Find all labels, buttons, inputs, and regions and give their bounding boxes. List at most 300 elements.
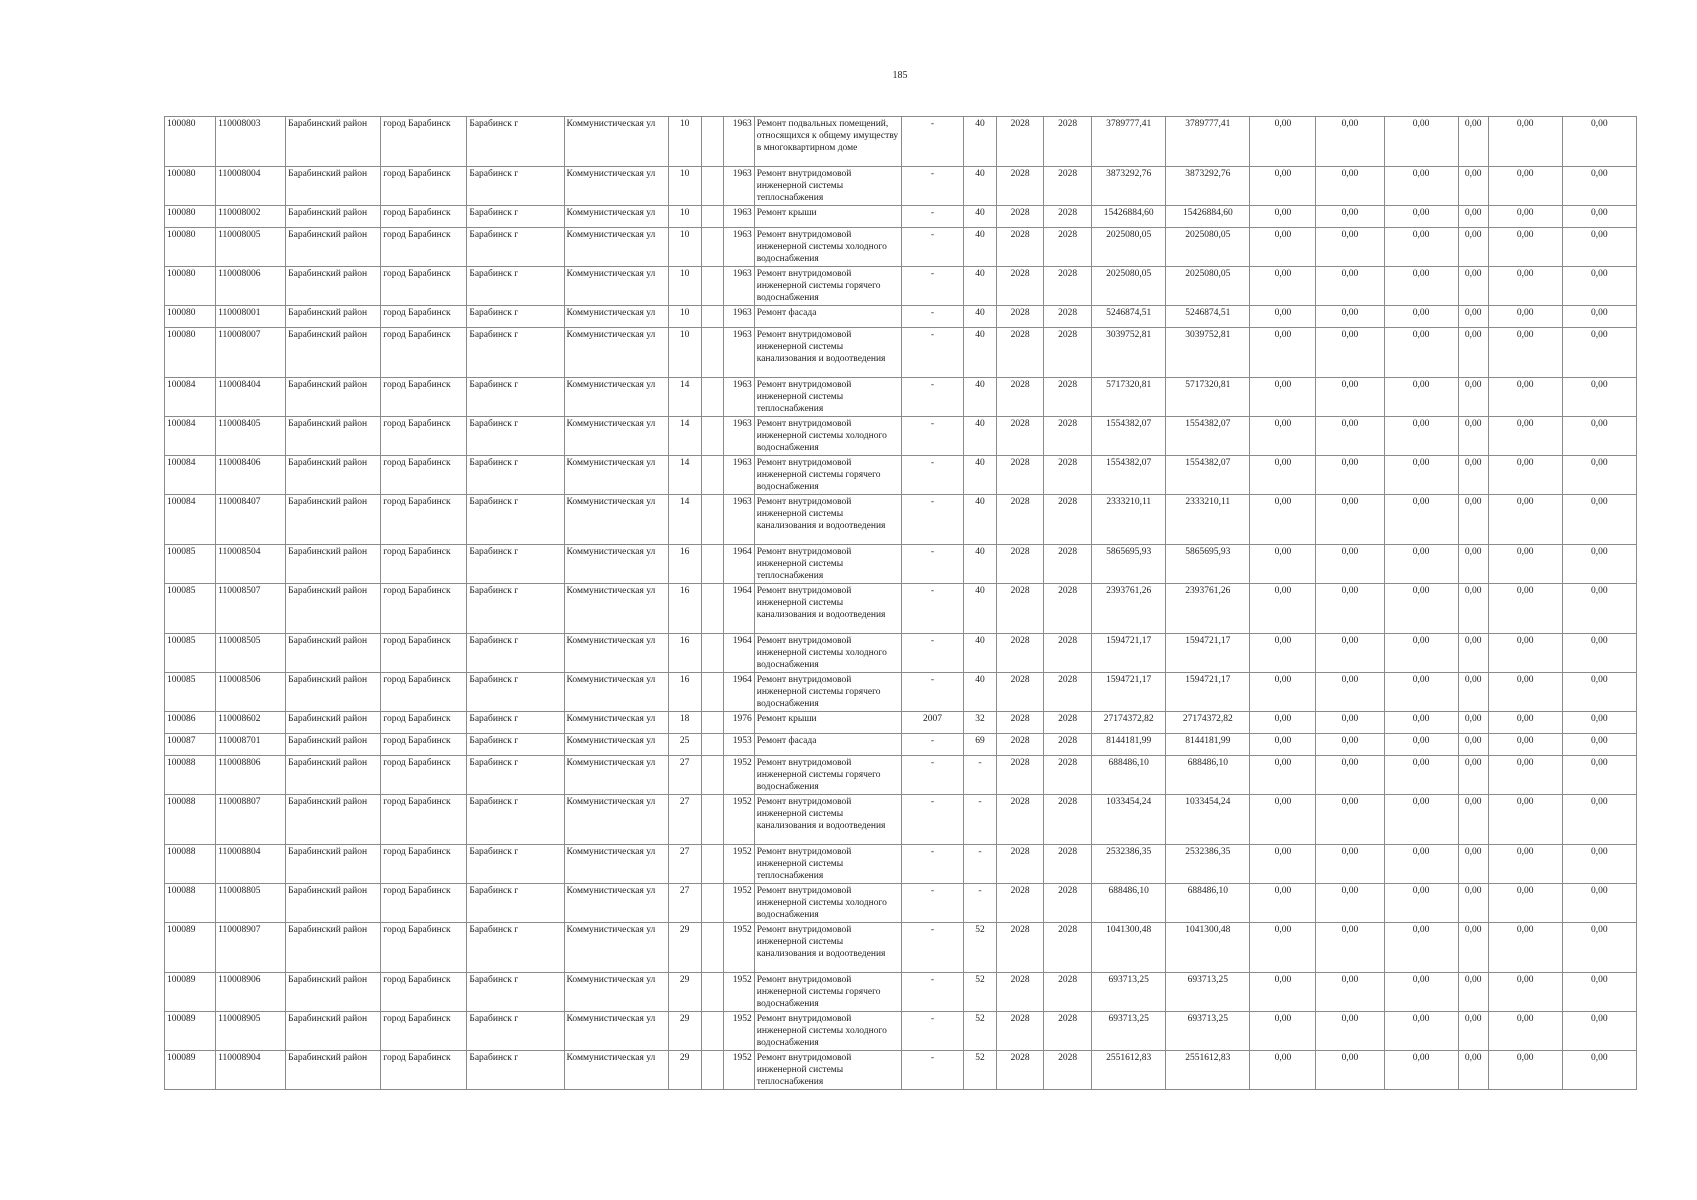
cell-building bbox=[701, 1012, 723, 1051]
cell-owners-funds: 0,00 bbox=[1458, 1051, 1488, 1090]
cell-street: Коммунистическая ул bbox=[564, 378, 668, 417]
cell-municipality: город Барабинск bbox=[381, 734, 467, 756]
cell-last-repair-year: - bbox=[901, 456, 963, 495]
cell-plan-year-start: 2028 bbox=[997, 306, 1044, 328]
cell-work-type: Ремонт фасада bbox=[754, 306, 901, 328]
cell-plan-year-end: 2028 bbox=[1044, 167, 1092, 206]
cell-street: Коммунистическая ул bbox=[564, 117, 668, 167]
cell-settlement: Барабинск г bbox=[467, 456, 564, 495]
cell-build-year: 1952 bbox=[723, 756, 754, 795]
cell-reserve: 0,00 bbox=[1562, 495, 1636, 545]
cell-settlement: Барабинск г bbox=[467, 328, 564, 378]
cell-settlement: Барабинск г bbox=[467, 884, 564, 923]
cell-other-funds: 0,00 bbox=[1488, 417, 1562, 456]
cell-build-year: 1963 bbox=[723, 206, 754, 228]
cell-fund-cost: 688486,10 bbox=[1166, 756, 1250, 795]
cell-total-cost: 3039752,81 bbox=[1092, 328, 1166, 378]
cell-municipality: город Барабинск bbox=[381, 167, 467, 206]
cell-house-number: 16 bbox=[668, 673, 701, 712]
cell-house-number: 27 bbox=[668, 845, 701, 884]
cell-building bbox=[701, 712, 723, 734]
cell-house-id: 100089 bbox=[165, 1012, 216, 1051]
cell-total-cost: 2532386,35 bbox=[1092, 845, 1166, 884]
cell-house-id: 100085 bbox=[165, 545, 216, 584]
cell-work-type: Ремонт внутридомовой инженерной системы горячего водоснабжения bbox=[754, 756, 901, 795]
cell-reserve: 0,00 bbox=[1562, 584, 1636, 634]
cell-budget-regional: 0,00 bbox=[1316, 167, 1384, 206]
cell-budget-regional: 0,00 bbox=[1316, 1051, 1384, 1090]
cell-work-id: 110008404 bbox=[216, 378, 286, 417]
table-row bbox=[165, 673, 1637, 712]
table-row bbox=[165, 206, 1637, 228]
cell-last-repair-year: 2007 bbox=[901, 712, 963, 734]
cell-owners-funds: 0,00 bbox=[1458, 378, 1488, 417]
cell-plan-year-end: 2028 bbox=[1044, 206, 1092, 228]
cell-budget-local: 0,00 bbox=[1384, 117, 1458, 167]
table-row bbox=[165, 495, 1637, 545]
cell-budget-local: 0,00 bbox=[1384, 417, 1458, 456]
cell-owners-funds: 0,00 bbox=[1458, 634, 1488, 673]
cell-plan-year-start: 2028 bbox=[997, 923, 1044, 973]
capital-repair-table bbox=[164, 116, 1637, 1090]
cell-settlement: Барабинск г bbox=[467, 973, 564, 1012]
cell-total-cost: 2025080,05 bbox=[1092, 228, 1166, 267]
table-row bbox=[165, 1012, 1637, 1051]
cell-plan-year-start: 2028 bbox=[997, 206, 1044, 228]
cell-plan-year-end: 2028 bbox=[1044, 1012, 1092, 1051]
cell-owners-funds: 0,00 bbox=[1458, 795, 1488, 845]
cell-district: Барабинский район bbox=[286, 795, 381, 845]
cell-reserve: 0,00 bbox=[1562, 545, 1636, 584]
cell-settlement: Барабинск г bbox=[467, 206, 564, 228]
cell-district: Барабинский район bbox=[286, 973, 381, 1012]
cell-reserve: 0,00 bbox=[1562, 228, 1636, 267]
cell-budget-regional: 0,00 bbox=[1316, 228, 1384, 267]
cell-owners-funds: 0,00 bbox=[1458, 756, 1488, 795]
cell-building bbox=[701, 634, 723, 673]
cell-settlement: Барабинск г bbox=[467, 845, 564, 884]
cell-building bbox=[701, 417, 723, 456]
cell-last-repair-year: - bbox=[901, 417, 963, 456]
cell-municipality: город Барабинск bbox=[381, 378, 467, 417]
cell-plan-year-start: 2028 bbox=[997, 845, 1044, 884]
cell-build-year: 1963 bbox=[723, 228, 754, 267]
cell-municipality: город Барабинск bbox=[381, 756, 467, 795]
cell-work-type: Ремонт внутридомовой инженерной системы холодного водоснабжения bbox=[754, 417, 901, 456]
cell-house-number: 16 bbox=[668, 584, 701, 634]
cell-reserve: 0,00 bbox=[1562, 756, 1636, 795]
cell-fund-cost: 3789777,41 bbox=[1166, 117, 1250, 167]
cell-budget-federal: 0,00 bbox=[1250, 923, 1316, 973]
cell-budget-regional: 0,00 bbox=[1316, 734, 1384, 756]
cell-work-type: Ремонт фасада bbox=[754, 734, 901, 756]
cell-settlement: Барабинск г bbox=[467, 306, 564, 328]
cell-settlement: Барабинск г bbox=[467, 228, 564, 267]
cell-budget-local: 0,00 bbox=[1384, 328, 1458, 378]
cell-budget-local: 0,00 bbox=[1384, 673, 1458, 712]
cell-total-cost: 3789777,41 bbox=[1092, 117, 1166, 167]
cell-building bbox=[701, 973, 723, 1012]
cell-other-funds: 0,00 bbox=[1488, 923, 1562, 973]
cell-work-type: Ремонт внутридомовой инженерной системы теплоснабжения bbox=[754, 378, 901, 417]
cell-wear-percent: 40 bbox=[964, 417, 997, 456]
cell-street: Коммунистическая ул bbox=[564, 267, 668, 306]
cell-fund-cost: 1033454,24 bbox=[1166, 795, 1250, 845]
cell-plan-year-end: 2028 bbox=[1044, 267, 1092, 306]
cell-settlement: Барабинск г bbox=[467, 417, 564, 456]
cell-district: Барабинский район bbox=[286, 167, 381, 206]
cell-budget-local: 0,00 bbox=[1384, 973, 1458, 1012]
cell-other-funds: 0,00 bbox=[1488, 495, 1562, 545]
cell-budget-local: 0,00 bbox=[1384, 845, 1458, 884]
cell-district: Барабинский район bbox=[286, 712, 381, 734]
table-row bbox=[165, 228, 1637, 267]
cell-work-type: Ремонт внутридомовой инженерной системы теплоснабжения bbox=[754, 167, 901, 206]
cell-building bbox=[701, 923, 723, 973]
cell-work-type: Ремонт внутридомовой инженерной системы канализования и водоотведения bbox=[754, 584, 901, 634]
cell-last-repair-year: - bbox=[901, 378, 963, 417]
cell-building bbox=[701, 734, 723, 756]
cell-district: Барабинский район bbox=[286, 673, 381, 712]
cell-plan-year-start: 2028 bbox=[997, 417, 1044, 456]
cell-build-year: 1964 bbox=[723, 634, 754, 673]
cell-wear-percent: 40 bbox=[964, 228, 997, 267]
cell-owners-funds: 0,00 bbox=[1458, 306, 1488, 328]
cell-owners-funds: 0,00 bbox=[1458, 884, 1488, 923]
cell-work-id: 110008003 bbox=[216, 117, 286, 167]
cell-building bbox=[701, 795, 723, 845]
cell-plan-year-start: 2028 bbox=[997, 456, 1044, 495]
cell-plan-year-end: 2028 bbox=[1044, 306, 1092, 328]
cell-budget-regional: 0,00 bbox=[1316, 923, 1384, 973]
cell-street: Коммунистическая ул bbox=[564, 1012, 668, 1051]
cell-other-funds: 0,00 bbox=[1488, 456, 1562, 495]
table-row bbox=[165, 795, 1637, 845]
cell-budget-regional: 0,00 bbox=[1316, 267, 1384, 306]
cell-total-cost: 2333210,11 bbox=[1092, 495, 1166, 545]
cell-building bbox=[701, 117, 723, 167]
table-row bbox=[165, 884, 1637, 923]
cell-budget-regional: 0,00 bbox=[1316, 328, 1384, 378]
cell-budget-regional: 0,00 bbox=[1316, 795, 1384, 845]
cell-last-repair-year: - bbox=[901, 328, 963, 378]
cell-house-number: 29 bbox=[668, 1051, 701, 1090]
cell-plan-year-end: 2028 bbox=[1044, 756, 1092, 795]
cell-plan-year-end: 2028 bbox=[1044, 973, 1092, 1012]
cell-work-type: Ремонт внутридомовой инженерной системы горячего водоснабжения bbox=[754, 267, 901, 306]
cell-fund-cost: 693713,25 bbox=[1166, 1012, 1250, 1051]
cell-house-number: 27 bbox=[668, 756, 701, 795]
cell-municipality: город Барабинск bbox=[381, 673, 467, 712]
cell-plan-year-end: 2028 bbox=[1044, 117, 1092, 167]
cell-wear-percent: 52 bbox=[964, 1012, 997, 1051]
cell-other-funds: 0,00 bbox=[1488, 545, 1562, 584]
cell-plan-year-end: 2028 bbox=[1044, 734, 1092, 756]
cell-budget-federal: 0,00 bbox=[1250, 206, 1316, 228]
cell-fund-cost: 8144181,99 bbox=[1166, 734, 1250, 756]
cell-work-id: 110008701 bbox=[216, 734, 286, 756]
cell-work-type: Ремонт внутридомовой инженерной системы канализования и водоотведения bbox=[754, 328, 901, 378]
cell-owners-funds: 0,00 bbox=[1458, 545, 1488, 584]
cell-budget-regional: 0,00 bbox=[1316, 973, 1384, 1012]
cell-district: Барабинский район bbox=[286, 756, 381, 795]
cell-building bbox=[701, 328, 723, 378]
cell-house-id: 100084 bbox=[165, 417, 216, 456]
cell-total-cost: 5865695,93 bbox=[1092, 545, 1166, 584]
cell-settlement: Барабинск г bbox=[467, 117, 564, 167]
cell-other-funds: 0,00 bbox=[1488, 884, 1562, 923]
cell-plan-year-end: 2028 bbox=[1044, 456, 1092, 495]
cell-reserve: 0,00 bbox=[1562, 417, 1636, 456]
cell-build-year: 1963 bbox=[723, 456, 754, 495]
cell-budget-local: 0,00 bbox=[1384, 228, 1458, 267]
cell-owners-funds: 0,00 bbox=[1458, 228, 1488, 267]
cell-street: Коммунистическая ул bbox=[564, 795, 668, 845]
cell-total-cost: 693713,25 bbox=[1092, 973, 1166, 1012]
cell-budget-federal: 0,00 bbox=[1250, 167, 1316, 206]
cell-last-repair-year: - bbox=[901, 584, 963, 634]
cell-budget-federal: 0,00 bbox=[1250, 417, 1316, 456]
cell-house-id: 100088 bbox=[165, 884, 216, 923]
cell-house-id: 100080 bbox=[165, 206, 216, 228]
cell-last-repair-year: - bbox=[901, 923, 963, 973]
cell-last-repair-year: - bbox=[901, 117, 963, 167]
cell-budget-regional: 0,00 bbox=[1316, 1012, 1384, 1051]
cell-budget-local: 0,00 bbox=[1384, 378, 1458, 417]
cell-street: Коммунистическая ул bbox=[564, 923, 668, 973]
cell-build-year: 1963 bbox=[723, 495, 754, 545]
cell-municipality: город Барабинск bbox=[381, 1051, 467, 1090]
cell-street: Коммунистическая ул bbox=[564, 673, 668, 712]
cell-reserve: 0,00 bbox=[1562, 795, 1636, 845]
cell-owners-funds: 0,00 bbox=[1458, 923, 1488, 973]
cell-street: Коммунистическая ул bbox=[564, 306, 668, 328]
cell-house-number: 10 bbox=[668, 228, 701, 267]
cell-house-id: 100080 bbox=[165, 328, 216, 378]
cell-street: Коммунистическая ул bbox=[564, 756, 668, 795]
cell-wear-percent: - bbox=[964, 756, 997, 795]
cell-last-repair-year: - bbox=[901, 306, 963, 328]
cell-last-repair-year: - bbox=[901, 673, 963, 712]
cell-work-id: 110008007 bbox=[216, 328, 286, 378]
cell-plan-year-end: 2028 bbox=[1044, 673, 1092, 712]
cell-budget-local: 0,00 bbox=[1384, 167, 1458, 206]
cell-last-repair-year: - bbox=[901, 1012, 963, 1051]
cell-plan-year-end: 2028 bbox=[1044, 328, 1092, 378]
cell-building bbox=[701, 1051, 723, 1090]
cell-total-cost: 2025080,05 bbox=[1092, 267, 1166, 306]
cell-budget-federal: 0,00 bbox=[1250, 378, 1316, 417]
cell-owners-funds: 0,00 bbox=[1458, 734, 1488, 756]
cell-last-repair-year: - bbox=[901, 973, 963, 1012]
cell-work-type: Ремонт внутридомовой инженерной системы горячего водоснабжения bbox=[754, 456, 901, 495]
cell-budget-federal: 0,00 bbox=[1250, 1051, 1316, 1090]
cell-last-repair-year: - bbox=[901, 634, 963, 673]
cell-work-id: 110008006 bbox=[216, 267, 286, 306]
cell-settlement: Барабинск г bbox=[467, 1051, 564, 1090]
cell-plan-year-end: 2028 bbox=[1044, 378, 1092, 417]
cell-settlement: Барабинск г bbox=[467, 756, 564, 795]
cell-last-repair-year: - bbox=[901, 545, 963, 584]
cell-owners-funds: 0,00 bbox=[1458, 328, 1488, 378]
cell-other-funds: 0,00 bbox=[1488, 845, 1562, 884]
cell-work-id: 110008405 bbox=[216, 417, 286, 456]
cell-plan-year-start: 2028 bbox=[997, 1012, 1044, 1051]
table-row bbox=[165, 417, 1637, 456]
cell-total-cost: 1041300,48 bbox=[1092, 923, 1166, 973]
cell-total-cost: 2393761,26 bbox=[1092, 584, 1166, 634]
table-row bbox=[165, 378, 1637, 417]
cell-budget-federal: 0,00 bbox=[1250, 584, 1316, 634]
cell-municipality: город Барабинск bbox=[381, 456, 467, 495]
cell-other-funds: 0,00 bbox=[1488, 1012, 1562, 1051]
cell-total-cost: 1594721,17 bbox=[1092, 673, 1166, 712]
cell-settlement: Барабинск г bbox=[467, 795, 564, 845]
cell-fund-cost: 2532386,35 bbox=[1166, 845, 1250, 884]
cell-total-cost: 1033454,24 bbox=[1092, 795, 1166, 845]
cell-fund-cost: 2025080,05 bbox=[1166, 228, 1250, 267]
table-row bbox=[165, 845, 1637, 884]
cell-municipality: город Барабинск bbox=[381, 545, 467, 584]
cell-reserve: 0,00 bbox=[1562, 206, 1636, 228]
cell-wear-percent: - bbox=[964, 795, 997, 845]
cell-house-number: 16 bbox=[668, 634, 701, 673]
cell-district: Барабинский район bbox=[286, 845, 381, 884]
cell-work-type: Ремонт внутридомовой инженерной системы канализования и водоотведения bbox=[754, 495, 901, 545]
table-row bbox=[165, 923, 1637, 973]
cell-building bbox=[701, 206, 723, 228]
cell-fund-cost: 693713,25 bbox=[1166, 973, 1250, 1012]
cell-build-year: 1963 bbox=[723, 267, 754, 306]
cell-reserve: 0,00 bbox=[1562, 923, 1636, 973]
cell-house-number: 27 bbox=[668, 795, 701, 845]
cell-municipality: город Барабинск bbox=[381, 328, 467, 378]
cell-other-funds: 0,00 bbox=[1488, 206, 1562, 228]
cell-last-repair-year: - bbox=[901, 495, 963, 545]
table-row bbox=[165, 456, 1637, 495]
cell-plan-year-start: 2028 bbox=[997, 328, 1044, 378]
cell-other-funds: 0,00 bbox=[1488, 1051, 1562, 1090]
cell-build-year: 1963 bbox=[723, 378, 754, 417]
cell-plan-year-start: 2028 bbox=[997, 378, 1044, 417]
cell-house-id: 100089 bbox=[165, 923, 216, 973]
cell-other-funds: 0,00 bbox=[1488, 306, 1562, 328]
table-row bbox=[165, 734, 1637, 756]
cell-budget-local: 0,00 bbox=[1384, 456, 1458, 495]
cell-plan-year-start: 2028 bbox=[997, 734, 1044, 756]
table-row bbox=[165, 267, 1637, 306]
cell-work-type: Ремонт внутридомовой инженерной системы теплоснабжения bbox=[754, 545, 901, 584]
cell-reserve: 0,00 bbox=[1562, 673, 1636, 712]
cell-house-id: 100089 bbox=[165, 973, 216, 1012]
cell-building bbox=[701, 756, 723, 795]
cell-street: Коммунистическая ул bbox=[564, 712, 668, 734]
cell-fund-cost: 2551612,83 bbox=[1166, 1051, 1250, 1090]
cell-house-id: 100080 bbox=[165, 167, 216, 206]
cell-budget-local: 0,00 bbox=[1384, 884, 1458, 923]
cell-work-type: Ремонт внутридомовой инженерной системы теплоснабжения bbox=[754, 1051, 901, 1090]
cell-work-id: 110008904 bbox=[216, 1051, 286, 1090]
cell-budget-regional: 0,00 bbox=[1316, 884, 1384, 923]
cell-wear-percent: - bbox=[964, 845, 997, 884]
cell-work-type: Ремонт крыши bbox=[754, 206, 901, 228]
cell-house-number: 10 bbox=[668, 306, 701, 328]
cell-work-type: Ремонт внутридомовой инженерной системы канализования и водоотведения bbox=[754, 795, 901, 845]
cell-reserve: 0,00 bbox=[1562, 634, 1636, 673]
cell-other-funds: 0,00 bbox=[1488, 634, 1562, 673]
cell-wear-percent: 40 bbox=[964, 495, 997, 545]
cell-municipality: город Барабинск bbox=[381, 634, 467, 673]
cell-house-number: 10 bbox=[668, 167, 701, 206]
cell-last-repair-year: - bbox=[901, 756, 963, 795]
cell-wear-percent: 40 bbox=[964, 634, 997, 673]
cell-wear-percent: 40 bbox=[964, 673, 997, 712]
cell-budget-local: 0,00 bbox=[1384, 545, 1458, 584]
cell-reserve: 0,00 bbox=[1562, 167, 1636, 206]
cell-house-number: 10 bbox=[668, 267, 701, 306]
cell-budget-federal: 0,00 bbox=[1250, 884, 1316, 923]
cell-plan-year-end: 2028 bbox=[1044, 584, 1092, 634]
cell-other-funds: 0,00 bbox=[1488, 267, 1562, 306]
cell-owners-funds: 0,00 bbox=[1458, 673, 1488, 712]
cell-fund-cost: 1554382,07 bbox=[1166, 417, 1250, 456]
cell-municipality: город Барабинск bbox=[381, 923, 467, 973]
cell-wear-percent: 40 bbox=[964, 584, 997, 634]
cell-work-type: Ремонт внутридомовой инженерной системы холодного водоснабжения bbox=[754, 228, 901, 267]
cell-work-type: Ремонт внутридомовой инженерной системы горячего водоснабжения bbox=[754, 973, 901, 1012]
cell-budget-federal: 0,00 bbox=[1250, 1012, 1316, 1051]
cell-last-repair-year: - bbox=[901, 795, 963, 845]
cell-budget-local: 0,00 bbox=[1384, 712, 1458, 734]
cell-plan-year-end: 2028 bbox=[1044, 845, 1092, 884]
cell-district: Барабинский район bbox=[286, 306, 381, 328]
cell-street: Коммунистическая ул bbox=[564, 456, 668, 495]
cell-street: Коммунистическая ул bbox=[564, 634, 668, 673]
cell-plan-year-start: 2028 bbox=[997, 267, 1044, 306]
cell-settlement: Барабинск г bbox=[467, 923, 564, 973]
cell-building bbox=[701, 167, 723, 206]
cell-street: Коммунистическая ул bbox=[564, 328, 668, 378]
cell-owners-funds: 0,00 bbox=[1458, 584, 1488, 634]
cell-street: Коммунистическая ул bbox=[564, 417, 668, 456]
cell-last-repair-year: - bbox=[901, 267, 963, 306]
cell-fund-cost: 2393761,26 bbox=[1166, 584, 1250, 634]
cell-street: Коммунистическая ул bbox=[564, 584, 668, 634]
cell-budget-federal: 0,00 bbox=[1250, 328, 1316, 378]
cell-other-funds: 0,00 bbox=[1488, 756, 1562, 795]
cell-plan-year-start: 2028 bbox=[997, 634, 1044, 673]
table-row bbox=[165, 1051, 1637, 1090]
cell-plan-year-end: 2028 bbox=[1044, 712, 1092, 734]
cell-settlement: Барабинск г bbox=[467, 267, 564, 306]
cell-district: Барабинский район bbox=[286, 734, 381, 756]
cell-building bbox=[701, 306, 723, 328]
cell-budget-local: 0,00 bbox=[1384, 306, 1458, 328]
cell-total-cost: 1594721,17 bbox=[1092, 634, 1166, 673]
cell-municipality: город Барабинск bbox=[381, 117, 467, 167]
cell-work-id: 110008602 bbox=[216, 712, 286, 734]
cell-budget-local: 0,00 bbox=[1384, 756, 1458, 795]
cell-plan-year-end: 2028 bbox=[1044, 417, 1092, 456]
cell-district: Барабинский район bbox=[286, 117, 381, 167]
cell-budget-local: 0,00 bbox=[1384, 1012, 1458, 1051]
cell-work-id: 110008005 bbox=[216, 228, 286, 267]
cell-reserve: 0,00 bbox=[1562, 328, 1636, 378]
cell-other-funds: 0,00 bbox=[1488, 712, 1562, 734]
cell-house-number: 14 bbox=[668, 495, 701, 545]
cell-municipality: город Барабинск bbox=[381, 1012, 467, 1051]
cell-build-year: 1952 bbox=[723, 1012, 754, 1051]
